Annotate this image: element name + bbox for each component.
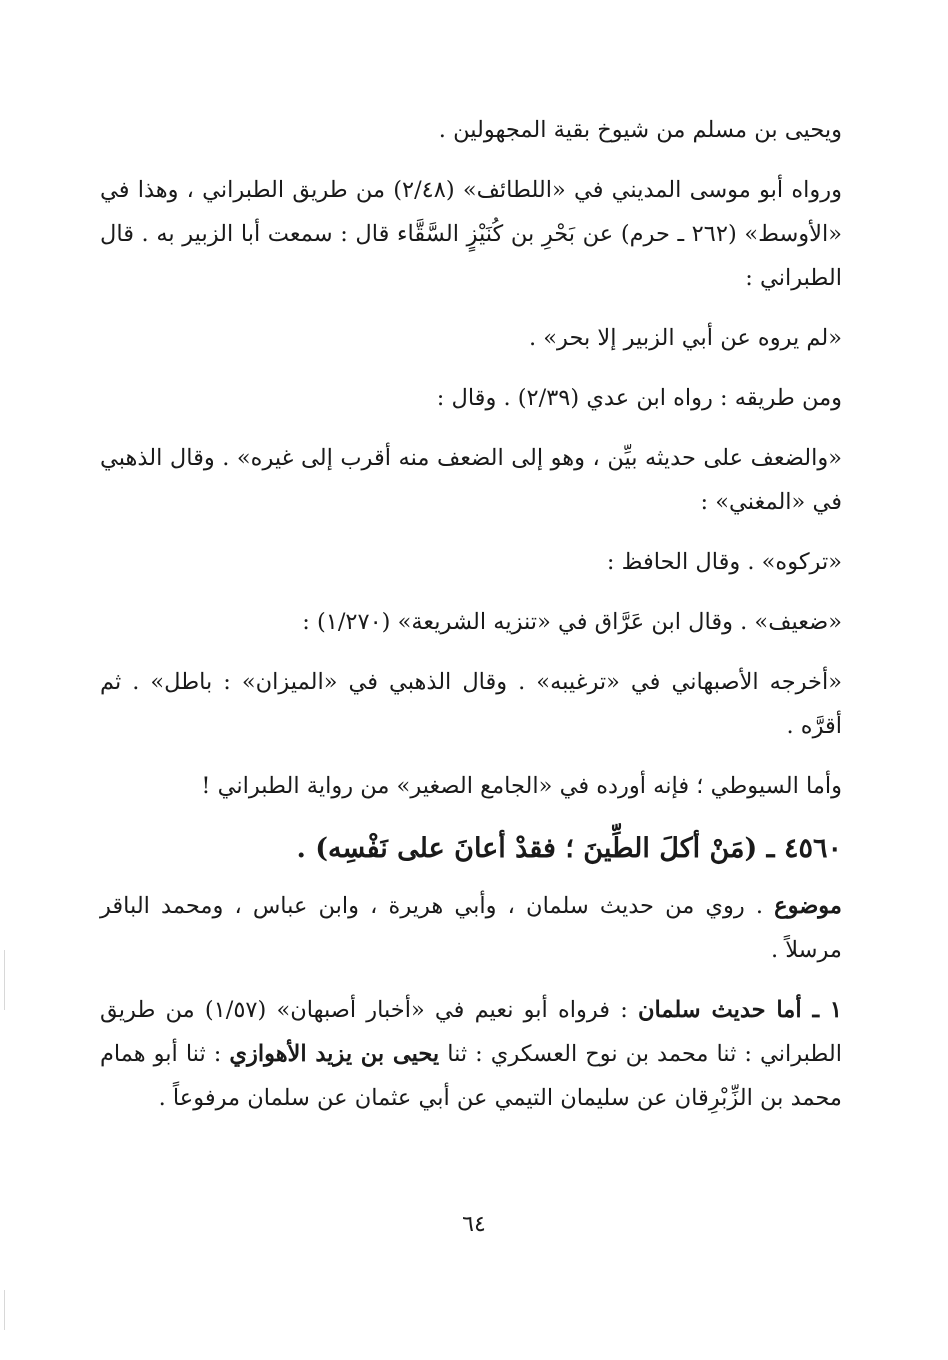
verdict-paragraph <box>100 884 842 972</box>
verdict-label: موضوع <box>774 893 842 919</box>
document-page <box>100 108 842 1136</box>
paragraph-1: ويحيى بن مسلم من شيوخ بقية المجهولين . <box>438 117 842 143</box>
hadith-heading: ٤٥٦٠ ـ (مَنْ أكلَ الطِّينَ ؛ فقدْ أعانَ على نَفْسِه) . <box>296 833 842 864</box>
verdict-text: . روي من حديث سلمان ، وأبي هريرة ، وابن عباس ، ومحمد الباقر مرسلاً . <box>100 893 842 963</box>
section-1-text-a: : فرواه أبو نعيم في «أخبار أصبهان» (١/٥٧) من طريق الطبراني : ثنا محمد بن نوح العسكري : ثنا <box>100 997 842 1067</box>
paragraph-7: «ضعيف» . وقال ابن عَرَّاق في «تنزيه الشريعة» (١/٢٧٠) : <box>302 609 842 635</box>
section-1-paragraph <box>100 988 842 1120</box>
paragraph-2: ورواه أبو موسى المديني في «اللطائف» (٢/٤٨) من طريق الطبراني ، وهذا في «الأوسط» (٢٦٢ ـ حرم) عن بَحْرِ بن كُنَيْزٍ السَّقَّاء قال : سمعت أبا الزبير به . قال الطبراني : <box>100 177 843 291</box>
section-1-label: ١ ـ أما حديث سلمان <box>637 997 842 1023</box>
section-1-text-b: : ثنا أبو همام محمد بن الزِّبْرِقان عن سليمان التيمي عن أبي عثمان عن سلمان مرفوعاً . <box>100 1041 842 1111</box>
paragraph-8: «أخرجه الأصبهاني في «ترغيبه» . وقال الذهبي في «الميزان» : باطل» . ثم أقرَّه . <box>100 669 842 739</box>
scan-edge-mark-lower <box>4 1290 5 1330</box>
scan-edge-mark <box>4 950 5 1010</box>
page-number: ٦٤ <box>462 1212 486 1237</box>
section-1-narrator: يحيى بن يزيد الأهوازي <box>229 1041 440 1067</box>
paragraph-4: ومن طريقه : رواه ابن عدي (٢/٣٩) . وقال : <box>436 385 842 411</box>
paragraph-3: «لم يروه عن أبي الزبير إلا بحر» . <box>528 325 842 351</box>
paragraph-9: وأما السيوطي ؛ فإنه أورده في «الجامع الصغير» من رواية الطبراني ! <box>201 773 842 799</box>
paragraph-6: «تركوه» . وقال الحافظ : <box>606 549 842 575</box>
paragraph-5: «والضعف على حديثه بيِّن ، وهو إلى الضعف منه أقرب إلى غيره» . وقال الذهبي في «المغني» : <box>100 445 842 515</box>
